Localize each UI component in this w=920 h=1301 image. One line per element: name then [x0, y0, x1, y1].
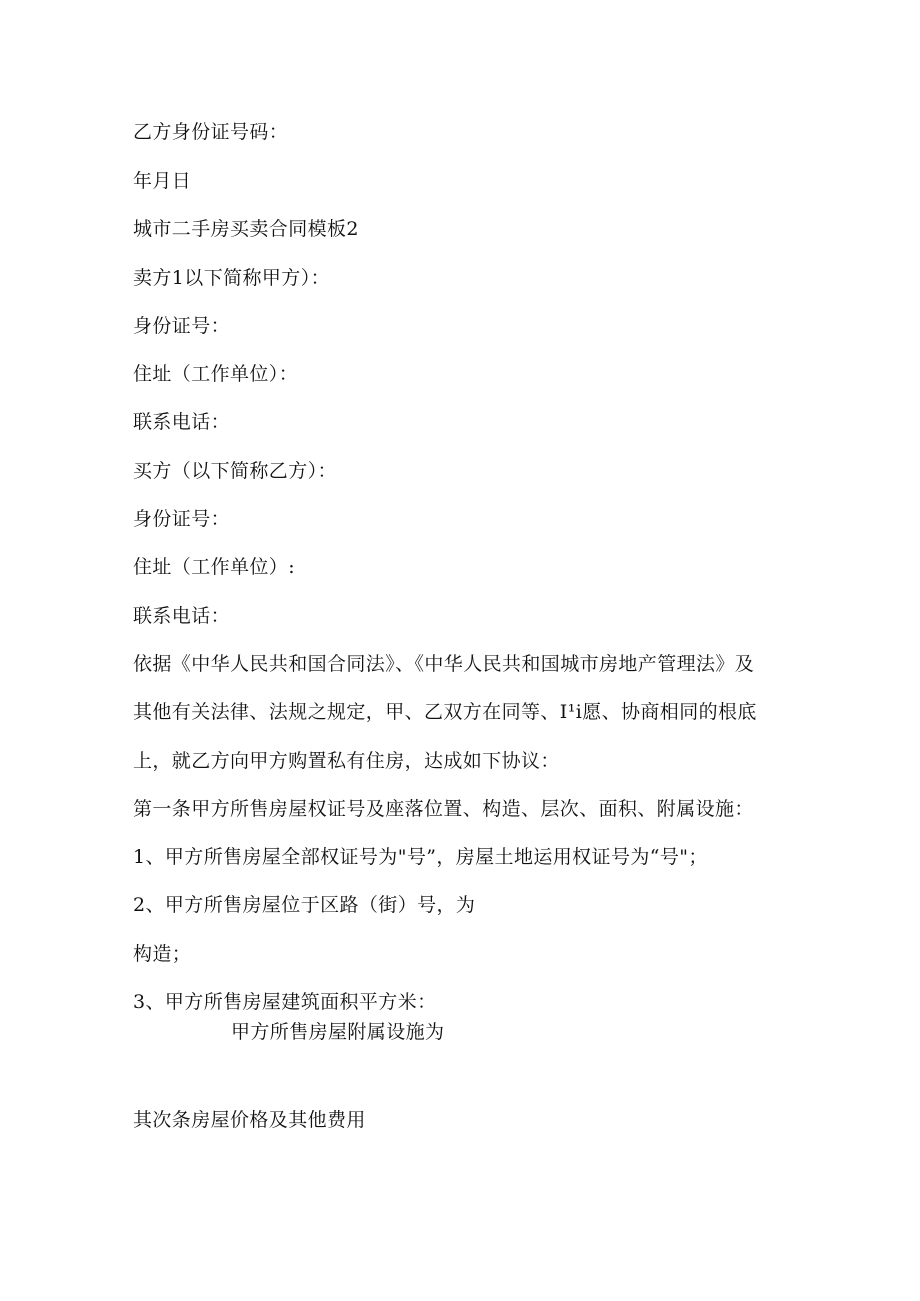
article-1-heading: 第一条甲方所售房屋权证号及座落位置、构造、层次、面积、附属设施： — [133, 798, 754, 820]
contract-title: 城市二手房买卖合同模板2 — [133, 218, 359, 240]
seller-phone-label: 联系电话： — [133, 411, 231, 433]
article-1-item-1: 1、甲方所售房屋全部权证号为"号”，房屋土地运用权证号为“号"； — [133, 846, 708, 868]
preamble-line-2: 其他有关法律、法规之规定，甲、乙双方在同等、I¹i愿、协商相同的根底 — [133, 701, 757, 723]
buyer-id-number-label: 乙方身份证号码： — [133, 121, 289, 143]
article-1-item-2: 2、甲方所售房屋位于区路（街）号，为 — [133, 894, 476, 916]
buyer-phone-label: 联系电话： — [133, 605, 231, 627]
article-1-item-3: 3、甲方所售房屋建筑面积平方米： — [133, 991, 437, 1013]
article-2-heading: 其次条房屋价格及其他费用 — [133, 1109, 366, 1131]
seller-address-label: 住址（工作单位）： — [133, 363, 299, 385]
preamble-line-3: 上，就乙方向甲方购置私有住房，达成如下协议： — [133, 750, 560, 772]
buyer-id-label: 身份证号： — [133, 508, 231, 530]
article-1-facilities: 甲方所售房屋附属设施为 — [231, 1021, 445, 1043]
date-line: 年月日 — [133, 170, 192, 192]
article-1-item-2-cont: 构造； — [133, 943, 192, 965]
buyer-address-label: 住址（工作单位）: — [133, 556, 296, 578]
seller-label: 卖方1以下简称甲方）： — [133, 267, 330, 289]
buyer-label: 买方（以下简称乙方）： — [133, 460, 337, 482]
preamble-line-1: 依据《中华人民共和国合同法》、《中华人民共和国城市房地产管理法》及 — [133, 653, 755, 675]
seller-id-label: 身份证号： — [133, 315, 231, 337]
